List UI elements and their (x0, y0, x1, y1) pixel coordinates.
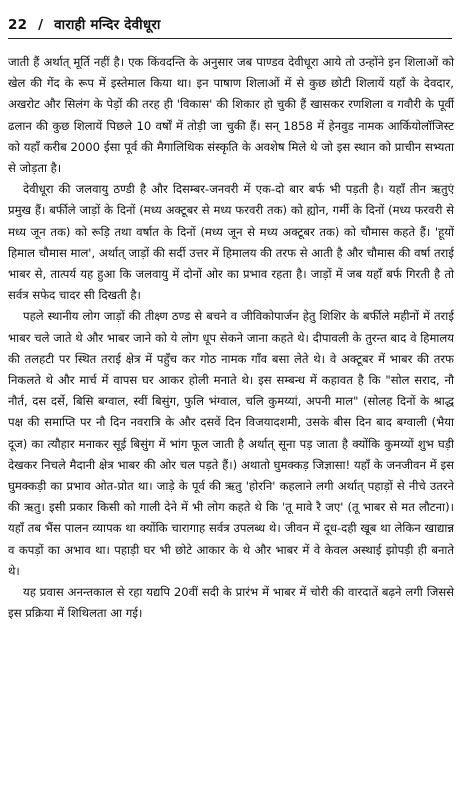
header-separator: / (38, 17, 44, 33)
running-header (8, 12, 452, 39)
page-number: 22 (8, 17, 28, 33)
paragraph-4: यह प्रवास अनन्तकाल से रहा यद्यपि 20वीं सदी के प्रारंभ में भाबर में चोरी की वारदातें बढ़ने लगी जिससे इस प्रक्रिया में शिथिलता आ गई। (8, 585, 454, 621)
book-title: वाराही मन्दिर देवीधूरा (54, 17, 161, 33)
page-body (8, 52, 454, 792)
paragraph-2: देवीधूरा की जलवायु ठण्डी है और दिसम्बर-जनवरी में एक-दो बार बर्फ भी पड़ती है। यहाँ तीन ऋतुएं प्रमुख हैं। बर्फीले जाड़ों के दिनों (मध्य अक्टूबर से मध्य फरवरी तक) को ह्योन, गर्मी के दिनों (मध्य फरवरी से मध्य जून तक) को रूड़ि तथा वर्षात के दिनों (मध्य जून से मध्य अक्टूबर तक) को चौमास कहते हैं। 'हूयों हिमाल चौमास माल', अर्थात् जाड़ों की सर्दी उत्तर में हिमालय की तरफ से आती है और चौमास की वर्षा तराई भाबर से, तात्पर्य यह हुआ कि जलवायु में दोनों ओर का प्रभाव रहता है। जाड़ों में जब यहाँ बर्फ गिरती है तो सर्वत्र सफेद चादर सी दिखती है। (8, 182, 454, 303)
paragraph-1: जाती हैं अर्थात् मूर्ति नहीं है। एक किंवदन्ति के अनुसार जब पाण्डव देवीधूरा आये तो उन्होंने इन शिलाओं को खेल की गेंद के रूप में इस्तेमाल किया था। इन पाषाण शिलाओं में से कुछ छोटी शिलायें यहाँ के देवदार, अखरोट और सिलंग के पेड़ों की तरह ही 'विकास' की शिकार हो चुकी हैं खासकर रणशिला व गवौरी के पूर्वी ढलान की कुछ शिलायें पिछले 10 वर्षों में तोड़ी जा चुकी हैं। सन् 1858 में हेनवुड नामक आर्कियोलॉजिस्ट को यहाँ करीब 2000 ईसा पूर्व की मैगालिथिक संस्कृति के अवशेष मिले थे जो इस स्थान को प्राचीन सभ्यता से जोड़ता है। (8, 55, 454, 176)
paragraph-3: पहले स्थानीय लोग जाड़ों की तीक्ष्ण ठण्ड से बचने व जीविकोपार्जन हेतु शिशिर के बर्फीले महीनों में तराई भाबर चले जाते थे और भाबर जाने को ये लोग धूप सेकने जाना कहते थे। दीपावली के तुरन्त बाद वे हिमालय की तलहटी पर स्थित तराई क्षेत्र में पहुँच कर गोठ नामक गाँव बसा लेते थे। वे अक्टूबर में भाबर की तरफ निकलते थे और मार्च में वापस घर आकर होली मनाते थे। इस सम्बन्ध में कहावत है कि "सोल सराद, नौ नौर्त, दस दर्से, बिसि बग्वाल, स्वीं बिसुंग, फुलि भंग्वाल, चलि कुमय्यां, अपनी माल" (सोलह दिनों के श्राद्ध पक्ष की समाप्ति पर नौ दिन नवरात्रि के और दसवें दिन विजयादशमी, उसके बीस दिन बाद बग्वाली (भैया दूज) का त्यौहार मनाकर सूई बिसुंग में भांग फूल जाती है अर्थात् सूना पड़ जाता है क्योंकि कुमय्यों शुभ घड़ी देखकर निचले मैदानी क्षेत्र भाबर की ओर चल पड़ते हैं।) अथातो घुमक्कड़ जिज्ञासा! यहाँ के जनजीवन में इस घुमक्कड़ी का प्रभाव ओत-प्रोत था। जाड़े के पूर्व की ऋतु 'होरनि' कहलाने लगी अर्थात् पहाड़ों से नीचे उतरने की ऋतु। इसी प्रकार किसी को गाली देने में भी लोग कहते थे कि 'तू मावे रै जए' (तू भाबर से मत लौटना)। यहाँ तब भैंस पालन व्यापक था क्योंकि चारागाह सर्वत्र उपलब्ध थे। जीवन में दूध-दही खूब था लेकिन खाद्यान्न व कपड़ों का अभाव था। पहाड़ी घर भी छोटे आकार के थे और भाबर में वे केवल अस्थाई झोपड़ी ही बनाते थे। (8, 309, 454, 578)
